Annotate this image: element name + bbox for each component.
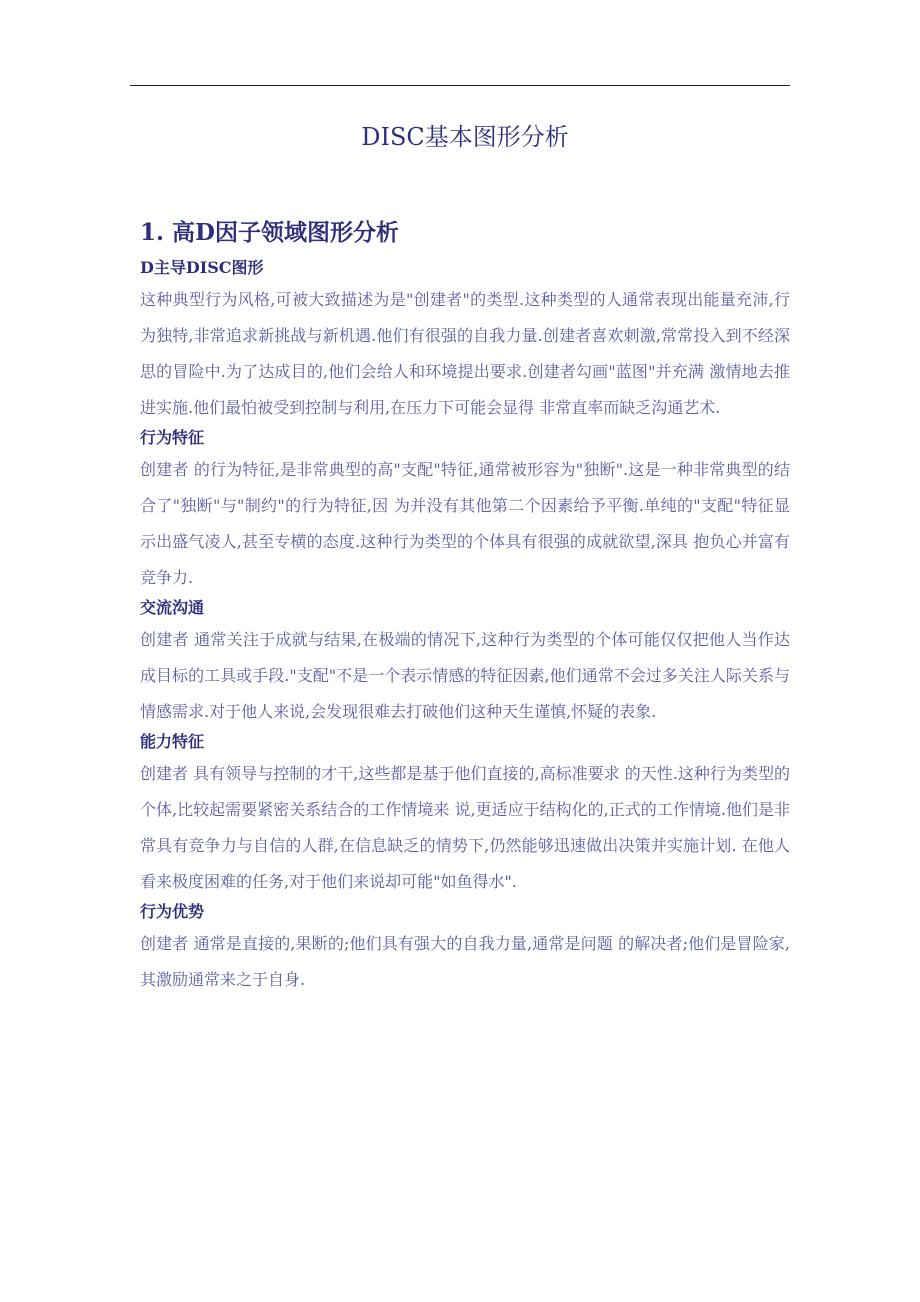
paragraph: 创建者 具有领导与控制的才干,这些都是基于他们直接的,高标准要求 的天性.这种行为类型的个体,比较起需要紧密关系结合的工作情境来 说,更适应于结构化的,正式的工作情境.他们是非常具有竞争力与自信的人群,在信息缺乏的情势下,仍然能够迅速做出决策并实施计划. 在他人看来极度困难的任务,对于他们来说却可能"如鱼得水". bbox=[140, 764, 790, 891]
paragraph: 创建者 的行为特征,是非常典型的高"支配"特征,通常被形容为"独断".这是一种非常典型的结合了"独断"与"制约"的行为特征,因 为并没有其他第二个因素给予平衡.单纯的"支配"特征显示出盛气凌人,甚至专横的态度.这种行为类型的个体具有很强的成就欲望,深具 抱负心并富有竞争力. bbox=[140, 460, 790, 587]
sub-heading: 能力特征 bbox=[140, 732, 205, 751]
sub-heading: D主导DISC图形 bbox=[140, 258, 264, 277]
sub-heading: 交流沟通 bbox=[140, 598, 205, 617]
block-ability bbox=[140, 730, 790, 900]
paragraph: 这种典型行为风格,可被大致描述为是"创建者"的类型.这种类型的人通常表现出能量充沛,行为独特,非常追求新挑战与新机遇.他们有很强的自我力量.创建者喜欢刺激,常常投入到不经深思的冒险中.为了达成目的,他们会给人和环境提出要求.创建者勾画"蓝图"并充满 激情地去推进实施.他们最怕被受到控制与利用,在压力下可能会显得 非常直率而缺乏沟通艺术. bbox=[140, 290, 790, 417]
paragraph: 创建者 通常关注于成就与结果,在极端的情况下,这种行为类型的个体可能仅仅把他人当作达成目标的工具或手段."支配"不是一个表示情感的特征因素,他们通常不会过多关注人际关系与情感需求.对于他人来说,会发现很难去打破他们这种天生谨慎,怀疑的表象. bbox=[140, 630, 790, 721]
block-strengths bbox=[140, 900, 790, 998]
section-title: 1. 高D因子领域图形分析 bbox=[140, 219, 399, 246]
block-behavior bbox=[140, 426, 790, 596]
block-d-profile bbox=[140, 256, 790, 426]
header-rule bbox=[130, 85, 790, 86]
block-communication bbox=[140, 596, 790, 730]
document-title: DISC基本图形分析 bbox=[361, 123, 569, 151]
sub-heading: 行为优势 bbox=[140, 902, 205, 921]
paragraph: 创建者 通常是直接的,果断的;他们具有强大的自我力量,通常是问题 的解决者;他们是冒险家,其激励通常来之于自身. bbox=[140, 934, 790, 989]
document-body bbox=[140, 120, 790, 998]
sub-heading: 行为特征 bbox=[140, 428, 205, 447]
